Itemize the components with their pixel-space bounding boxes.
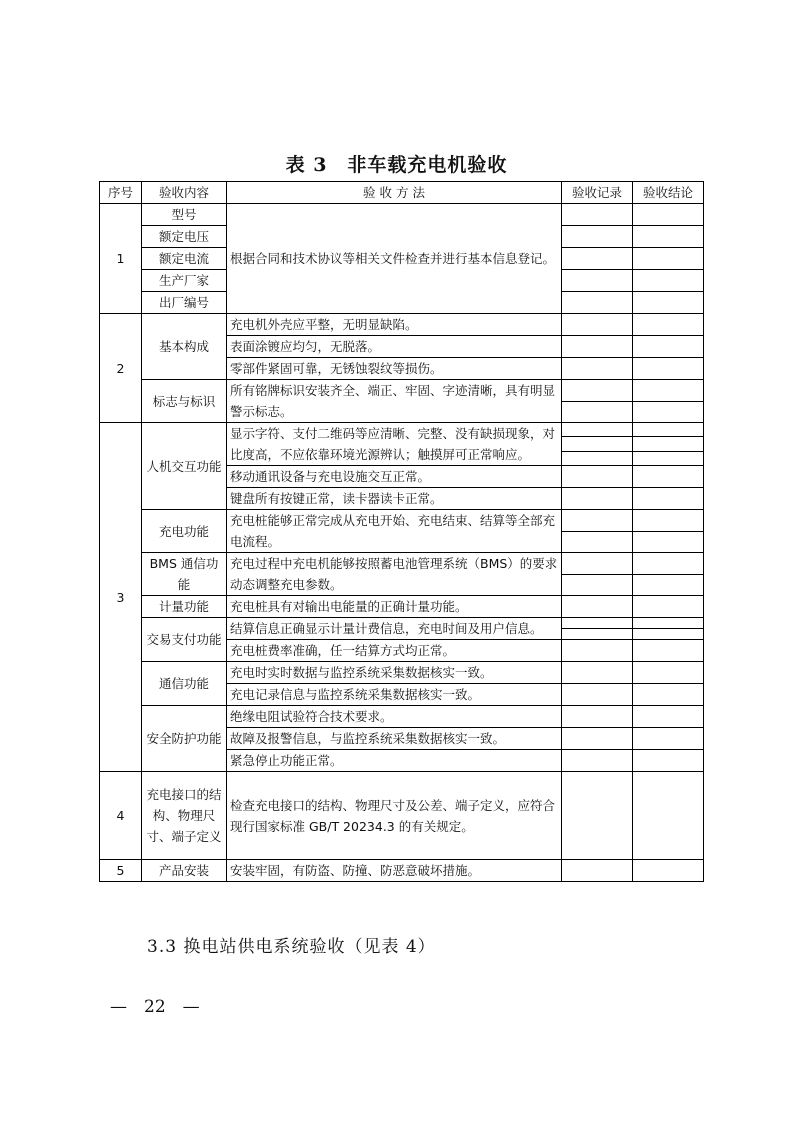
section-heading: 3.3 换电站供电系统验收（见表 4） [147, 937, 436, 957]
header-record: 验收记录 [562, 182, 633, 204]
conclusion-cell [633, 204, 704, 226]
conclusion-cell [633, 629, 704, 640]
row-number: 4 [100, 772, 142, 860]
row-number: 1 [100, 204, 142, 314]
conclusion-cell [633, 618, 704, 629]
record-cell [562, 510, 633, 532]
check-method: 充电桩费率准确，任一结算方式均正常。 [227, 640, 562, 662]
check-item: 充电功能 [142, 510, 227, 553]
record-cell [562, 270, 633, 292]
record-cell [562, 451, 633, 465]
conclusion-cell [633, 662, 704, 684]
record-cell [562, 684, 633, 706]
check-method: 安装牢固，有防盗、防撞、防恶意破坏措施。 [227, 860, 562, 882]
record-cell [562, 618, 633, 629]
conclusion-cell [633, 684, 704, 706]
record-cell [562, 574, 633, 596]
record-cell [562, 553, 633, 575]
record-cell [562, 596, 633, 618]
check-method: 充电时实时数据与监控系统采集数据核实一致。 [227, 662, 562, 684]
check-method: 零部件紧固可靠，无锈蚀裂纹等损伤。 [227, 358, 562, 380]
header-no: 序号 [100, 182, 142, 204]
check-method: 检查充电接口的结构、物理尺寸及公差、端子定义，应符合现行国家标准 GB/T 20234.3 的有关规定。 [227, 772, 562, 860]
table-row [100, 860, 704, 882]
check-item: 通信功能 [142, 662, 227, 706]
table-row [100, 706, 704, 728]
header-method: 验 收 方 法 [227, 182, 562, 204]
record-cell [562, 772, 633, 860]
check-item: 充电接口的结构、物理尺寸、端子定义 [142, 772, 227, 860]
conclusion-cell [633, 380, 704, 402]
conclusion-cell [633, 728, 704, 750]
acceptance-table [99, 181, 704, 882]
check-method: 充电记录信息与监控系统采集数据核实一致。 [227, 684, 562, 706]
record-cell [562, 248, 633, 270]
check-item: 生产厂家 [142, 270, 227, 292]
record-cell [562, 750, 633, 772]
table-row [100, 553, 704, 575]
table-row [100, 662, 704, 684]
conclusion-cell [633, 423, 704, 437]
row-number: 3 [100, 423, 142, 772]
table-row [100, 204, 704, 226]
record-cell [562, 314, 633, 336]
conclusion-cell [633, 772, 704, 860]
check-item: BMS 通信功能 [142, 553, 227, 596]
conclusion-cell [633, 451, 704, 465]
check-item: 安全防护功能 [142, 706, 227, 772]
check-method: 充电机外壳应平整，无明显缺陷。 [227, 314, 562, 336]
table-row [100, 596, 704, 618]
check-item: 出厂编号 [142, 292, 227, 314]
row-number: 2 [100, 314, 142, 423]
conclusion-cell [633, 437, 704, 451]
check-item: 计量功能 [142, 596, 227, 618]
check-item: 标志与标识 [142, 380, 227, 423]
conclusion-cell [633, 226, 704, 248]
check-method: 根据合同和技术协议等相关文件检查并进行基本信息登记。 [227, 204, 562, 314]
record-cell [562, 380, 633, 402]
record-cell [562, 358, 633, 380]
record-cell [562, 488, 633, 510]
table-row [100, 380, 704, 402]
conclusion-cell [633, 553, 704, 575]
record-cell [562, 629, 633, 640]
table-title: 表 3 非车载充电机验收 [285, 154, 508, 176]
conclusion-cell [633, 336, 704, 358]
check-method: 故障及报警信息，与监控系统采集数据核实一致。 [227, 728, 562, 750]
check-item: 人机交互功能 [142, 423, 227, 510]
row-number: 5 [100, 860, 142, 882]
check-method: 绝缘电阻试验符合技术要求。 [227, 706, 562, 728]
check-item: 基本构成 [142, 314, 227, 380]
check-item: 交易支付功能 [142, 618, 227, 662]
conclusion-cell [633, 860, 704, 882]
table-row [100, 314, 704, 336]
record-cell [562, 531, 633, 553]
table-row [100, 510, 704, 532]
record-cell [562, 292, 633, 314]
header-row [100, 182, 704, 204]
header-conclusion: 验收结论 [633, 182, 704, 204]
record-cell [562, 226, 633, 248]
record-cell [562, 860, 633, 882]
check-item: 型号 [142, 204, 227, 226]
conclusion-cell [633, 706, 704, 728]
check-item: 额定电压 [142, 226, 227, 248]
check-method: 所有铭牌标识安装齐全、端正、牢固、字迹清晰，具有明显警示标志。 [227, 380, 562, 423]
check-method: 紧急停止功能正常。 [227, 750, 562, 772]
header-content: 验收内容 [142, 182, 227, 204]
check-method: 充电桩能够正常完成从充电开始、充电结束、结算等全部充电流程。 [227, 510, 562, 553]
conclusion-cell [633, 596, 704, 618]
conclusion-cell [633, 531, 704, 553]
conclusion-cell [633, 292, 704, 314]
conclusion-cell [633, 574, 704, 596]
check-method: 充电桩具有对输出电能量的正确计量功能。 [227, 596, 562, 618]
conclusion-cell [633, 314, 704, 336]
conclusion-cell [633, 466, 704, 488]
check-method: 结算信息正确显示计量计费信息，充电时间及用户信息。 [227, 618, 562, 640]
conclusion-cell [633, 510, 704, 532]
table-row [100, 772, 704, 860]
conclusion-cell [633, 640, 704, 662]
check-method: 表面涂镀应均匀，无脱落。 [227, 336, 562, 358]
conclusion-cell [633, 401, 704, 423]
check-method: 显示字符、支付二维码等应清晰、完整、没有缺损现象，对比度高，不应依靠环境光源辨认；触摸屏可正常响应。 [227, 423, 562, 466]
record-cell [562, 466, 633, 488]
check-method: 移动通讯设备与充电设施交互正常。 [227, 466, 562, 488]
record-cell [562, 706, 633, 728]
conclusion-cell [633, 358, 704, 380]
conclusion-cell [633, 750, 704, 772]
check-method: 充电过程中充电机能够按照蓄电池管理系统（BMS）的要求动态调整充电参数。 [227, 553, 562, 596]
record-cell [562, 336, 633, 358]
record-cell [562, 437, 633, 451]
check-method: 键盘所有按键正常，读卡器读卡正常。 [227, 488, 562, 510]
table-row [100, 423, 704, 437]
check-item: 额定电流 [142, 248, 227, 270]
record-cell [562, 662, 633, 684]
record-cell [562, 204, 633, 226]
conclusion-cell [633, 270, 704, 292]
record-cell [562, 401, 633, 423]
conclusion-cell [633, 248, 704, 270]
page-number: — 22 — [110, 997, 200, 1017]
conclusion-cell [633, 488, 704, 510]
check-item: 产品安装 [142, 860, 227, 882]
record-cell [562, 728, 633, 750]
table-row [100, 618, 704, 629]
record-cell [562, 640, 633, 662]
record-cell [562, 423, 633, 437]
